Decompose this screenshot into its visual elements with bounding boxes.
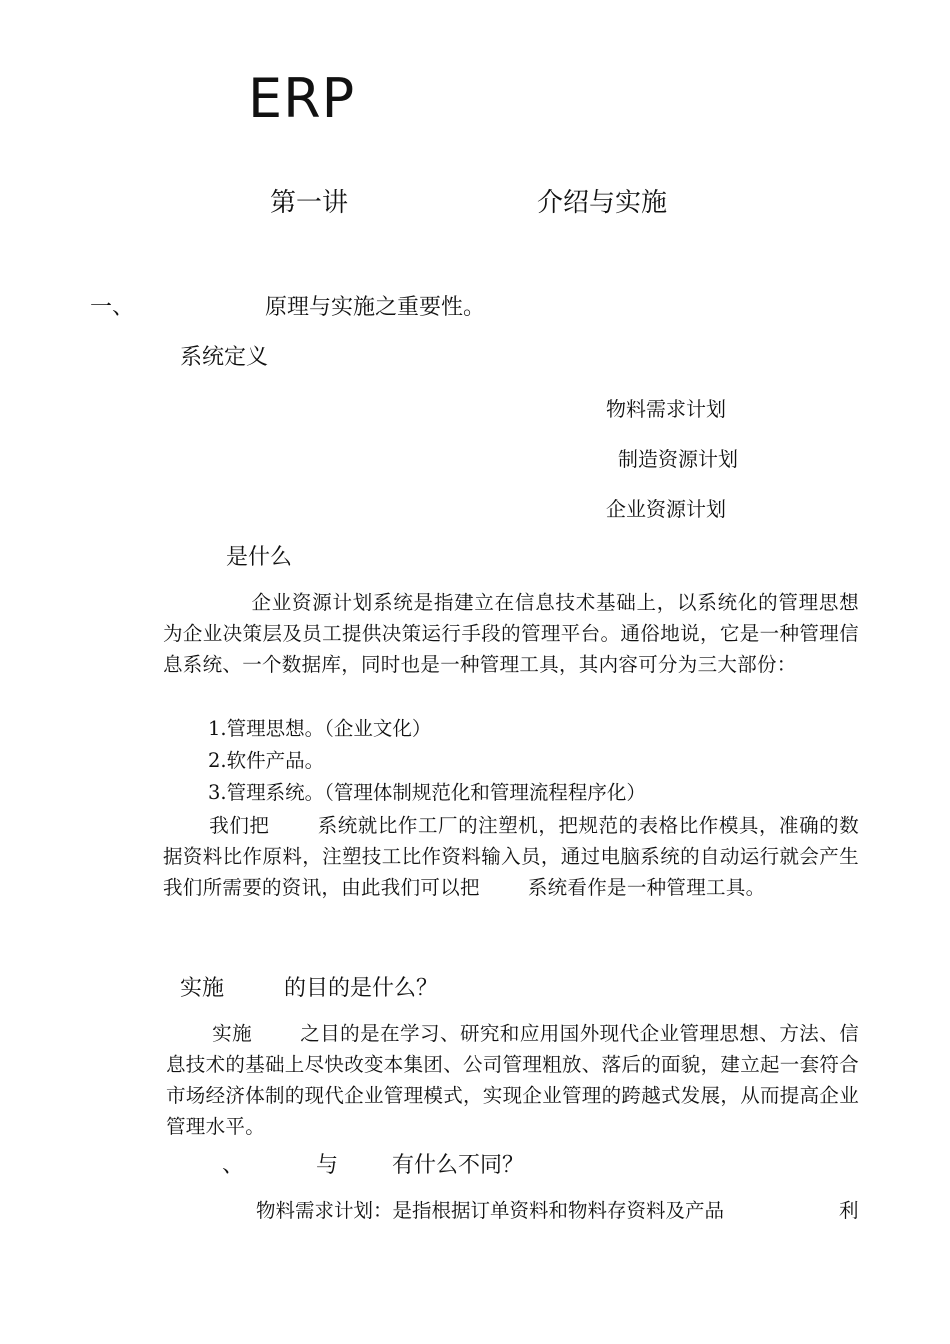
definition-mrp: 物料需求计划 [606, 397, 726, 421]
purpose-heading-a: 实施 [180, 976, 225, 1001]
lecture-number: 第一讲 [270, 188, 349, 218]
diff-marker: 、 [222, 1153, 245, 1178]
analogy-text-a: 我们把 [209, 814, 270, 837]
lecture-topic: 介绍与实施 [537, 188, 668, 218]
mrp-line-a: 物料需求计划：是指根据订单资料和物料存资料及产品 [256, 1199, 725, 1222]
analogy-paragraph [163, 810, 859, 903]
definition-erp: 企业资源计划 [606, 497, 726, 521]
list-item: 1.管理思想。（企业文化） [208, 717, 432, 740]
what-is-paragraph [163, 587, 859, 680]
list-item: 2.软件产品。 [208, 749, 325, 772]
doc-title: ERP [248, 67, 356, 130]
purpose-text-b: 之目的是在学习、研究和应用国外现代企业管理思想、方法、信息技术的基础上尽快改变本集团、公司管理粗放、落后的面貌，建立起一套符合市场经济体制的现代企业管理模式，实现企业管理的跨越式发展，从而提高企业管理水平。 [166, 1022, 860, 1138]
analogy-text-c: 系统看作是一种管理工具。 [527, 876, 766, 899]
purpose-heading-b: 的目的是什么？ [284, 976, 439, 1001]
diff-question: 有什么不同？ [392, 1153, 525, 1178]
what-is-heading: 是什么 [226, 545, 293, 570]
list-item: 3.管理系统。（管理体制规范化和管理流程程序化） [208, 781, 646, 804]
section-title: 原理与实施之重要性。 [265, 295, 486, 320]
section-marker: 一、 [90, 295, 135, 320]
system-definition-heading: 系统定义 [180, 345, 269, 370]
purpose-text-a: 实施 [212, 1022, 253, 1045]
mrp-line-b: 利 [839, 1199, 859, 1222]
purpose-paragraph [166, 1018, 859, 1142]
analogy-text-b: 系统就比作工厂的注塑机，把规范的表格比作模具，准确的数据资料比作原料，注塑技工比作资料输入员，通过电脑系统的自动运行就会产生我们所需要的资讯，由此我们可以把 [163, 814, 859, 899]
definition-mrp2: 制造资源计划 [618, 447, 738, 471]
diff-conj: 与 [316, 1153, 339, 1178]
what-is-text: 企业资源计划系统是指建立在信息技术基础上，以系统化的管理思想为企业决策层及员工提供决策运行手段的管理平台。通俗地说，它是一种管理信息系统、一个数据库，同时也是一种管理工具，其内容可分为三大部份： [163, 591, 859, 676]
